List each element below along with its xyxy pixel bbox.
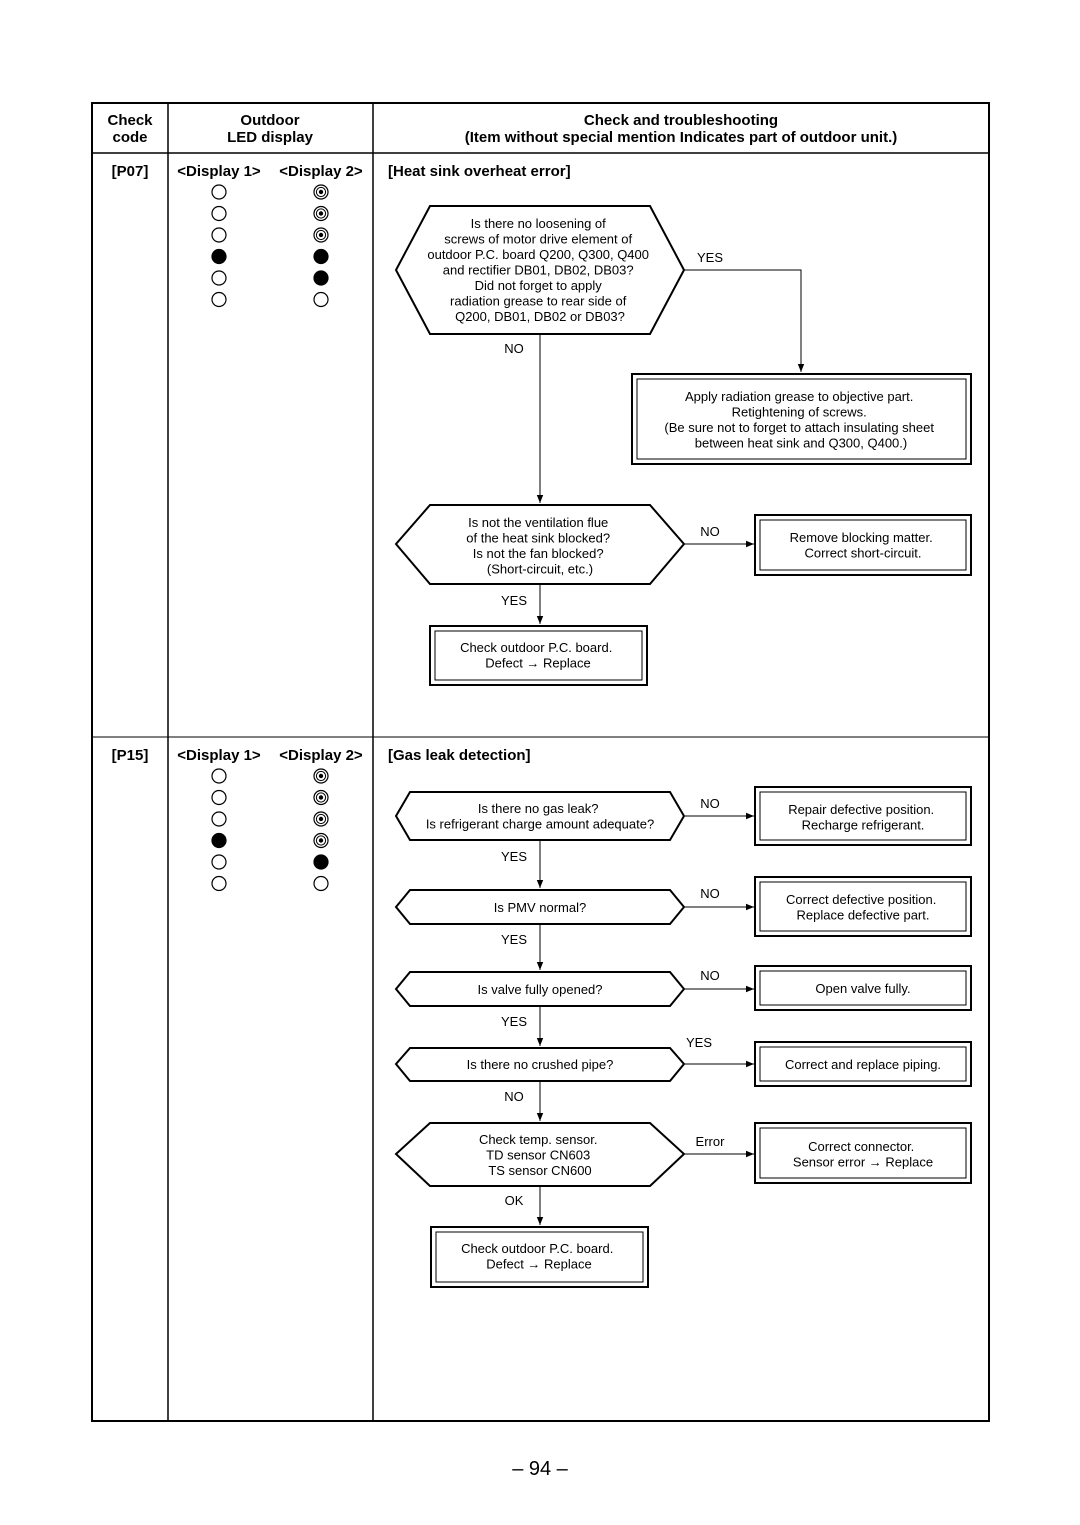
label-no-p15-2: NO xyxy=(700,886,720,901)
display2-label-p07: <Display 2> xyxy=(279,163,363,180)
section-title-p07: [Heat sink overheat error] xyxy=(388,163,571,180)
led-display2-1-blink xyxy=(314,769,328,783)
led-display2-6-off xyxy=(314,877,328,891)
led-indicators-p07 xyxy=(212,185,328,307)
section-p07 xyxy=(112,163,971,685)
header-outdoor-line1: Outdoor xyxy=(240,112,300,129)
decision-text-pmv: Is PMV normal? xyxy=(493,900,587,915)
led-display2-3-blink xyxy=(314,812,328,826)
table-header xyxy=(107,112,897,146)
label-no-p15-3: NO xyxy=(700,968,720,983)
label-error-p15-5: Error xyxy=(695,1134,725,1149)
header-outdoor-line2: LED display xyxy=(227,129,313,146)
led-display2-5-on xyxy=(314,271,328,285)
led-display1-6-off xyxy=(212,293,226,307)
led-display1-5-off xyxy=(212,271,226,285)
display2-label-p15: <Display 2> xyxy=(279,747,363,764)
page-number: – 94 – xyxy=(512,1458,568,1480)
decision-text-crushed-pipe: Is there no crushed pipe? xyxy=(466,1057,614,1072)
check-code-p15: [P15] xyxy=(111,747,149,764)
decision-text-valve: Is valve fully opened? xyxy=(477,982,603,997)
label-no-p07-1: NO xyxy=(504,341,524,356)
label-yes-p15-1: YES xyxy=(500,849,528,864)
connector-yes-p07-1 xyxy=(684,270,801,372)
check-code-p07: [P07] xyxy=(111,163,149,180)
section-title-p15: [Gas leak detection] xyxy=(388,747,531,764)
led-display2-3-blink xyxy=(314,228,328,242)
action-text-remove-blocking: Remove blocking matter. Correct short-circuit. xyxy=(789,530,933,561)
label-no-p07-2: NO xyxy=(700,524,720,539)
action-text-correct-connector: Correct connector. Sensor error → Replace xyxy=(792,1139,934,1170)
led-display1-2-off xyxy=(212,207,226,221)
decision-text-ventilation: Is not the ventilation flue of the heat sink blocked? Is not the fan blocked? (Short-circuit, etc.) xyxy=(466,515,611,577)
header-check-code-line2: code xyxy=(112,129,148,146)
led-display2-1-blink xyxy=(314,185,328,199)
led-display1-5-off xyxy=(212,855,226,869)
label-yes-p15-3: YES xyxy=(500,1014,528,1029)
led-display2-2-blink xyxy=(314,207,328,221)
label-yes-p15-4: YES xyxy=(685,1035,713,1050)
label-no-p15-4: NO xyxy=(504,1089,524,1104)
led-display2-4-blink xyxy=(314,834,328,848)
led-display1-4-on xyxy=(212,250,226,264)
led-display1-6-off xyxy=(212,877,226,891)
led-display2-5-on xyxy=(314,855,328,869)
led-display1-3-off xyxy=(212,812,226,826)
header-troubleshooting-line1: Check and troubleshooting xyxy=(583,112,779,129)
decision-text-temp-sensor: Check temp. sensor. TD sensor CN603 TS sensor CN600 xyxy=(478,1132,598,1178)
decision-text-gas-leak: Is there no gas leak? Is refrigerant charge amount adequate? xyxy=(425,801,655,832)
led-display1-2-off xyxy=(212,791,226,805)
flowchart-p15 xyxy=(396,787,971,1287)
label-ok-p15-5: OK xyxy=(504,1193,524,1208)
display1-label-p07: <Display 1> xyxy=(177,163,261,180)
led-display1-4-on xyxy=(212,834,226,848)
led-display1-1-off xyxy=(212,185,226,199)
label-yes-p07-1: YES xyxy=(696,250,724,265)
led-display2-2-blink xyxy=(314,791,328,805)
action-text-repair: Repair defective position. Recharge refrigerant. xyxy=(788,802,935,833)
action-text-open-valve: Open valve fully. xyxy=(815,981,911,996)
section-p15 xyxy=(112,747,971,1287)
display1-label-p15: <Display 1> xyxy=(177,747,261,764)
action-text-check-pcb-p15: Check outdoor P.C. board. Defect → Replace xyxy=(461,1241,614,1272)
header-troubleshooting-line2: (Item without special mention Indicates part of outdoor unit.) xyxy=(464,129,898,146)
label-no-p15-1: NO xyxy=(700,796,720,811)
action-text-apply-grease: Apply radiation grease to objective part. Retightening of screws. (Be sure not to forget to attach insulating sheet between heat sink and Q300, Q400.) xyxy=(664,389,934,451)
label-yes-p15-2: YES xyxy=(500,932,528,947)
action-text-replace-piping: Correct and replace piping. xyxy=(784,1057,942,1072)
decision-text-loosening: Is there no loosening of screws of motor drive element of outdoor P.C. board Q200, Q300, Q400 and rectifier DB01, DB02, DB03? Did not forget to apply radiation grease to rear side of Q200, DB01, DB02 or DB03? xyxy=(427,216,650,324)
led-display1-3-off xyxy=(212,228,226,242)
action-text-correct-defective: Correct defective position. Replace defective part. xyxy=(786,892,937,923)
led-display2-4-on xyxy=(314,250,328,264)
label-yes-p07-2: YES xyxy=(500,593,528,608)
led-display1-1-off xyxy=(212,769,226,783)
led-display2-6-off xyxy=(314,293,328,307)
header-check-code-line1: Check xyxy=(107,112,153,129)
led-indicators-p15 xyxy=(212,769,328,891)
action-text-check-pcb-p07: Check outdoor P.C. board. Defect → Replace xyxy=(460,640,613,671)
